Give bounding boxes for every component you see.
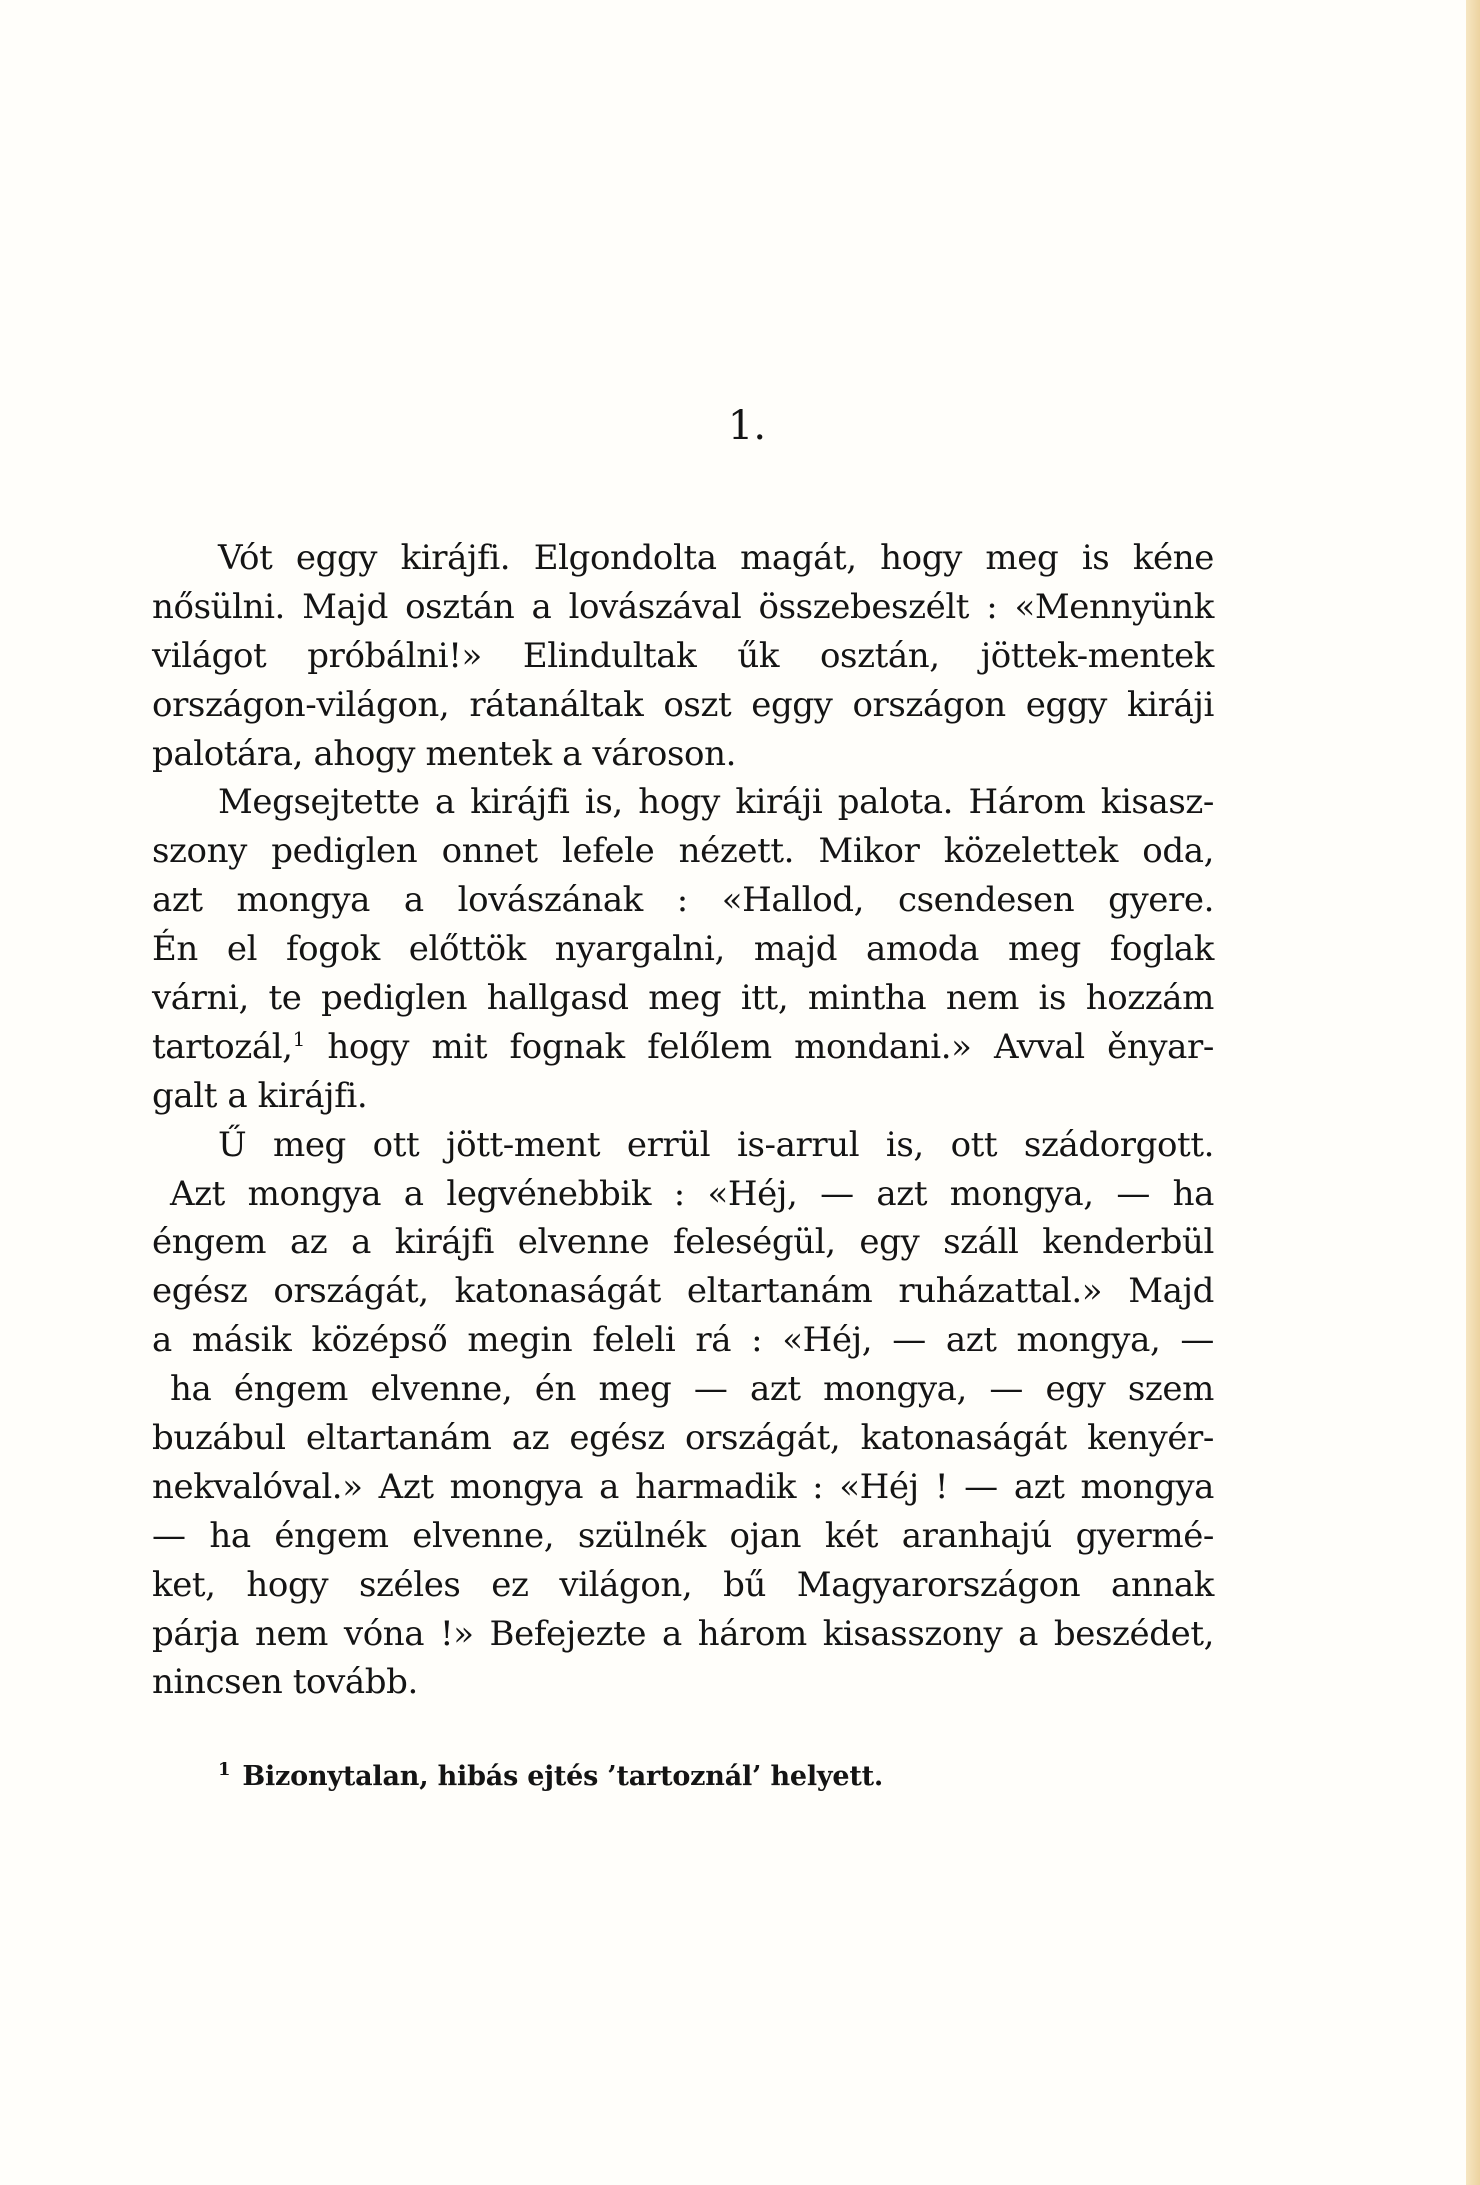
footnote (218, 1750, 883, 1797)
page-number: 1. (727, 403, 767, 449)
text-line: nekvalóval.» Azt mongya a harmadik : «Héj ! — azt mongya (152, 1466, 1214, 1507)
footnote-text: Bizonytalan, hibás ejtés ’tartoznál’ helyett. (242, 1761, 884, 1792)
body-text (152, 534, 1214, 1707)
text-line: éngem az a kirájfi elvenne feleségül, egy száll kenderbül (152, 1222, 1214, 1263)
text-line: Azt mongya a legvénebbik : «Héj, — azt mongya, — ha (170, 1173, 1214, 1214)
text-line: világot próbálni!» Elindultak űk osztán, jöttek-mentek (152, 635, 1214, 676)
text-line: Ű meg ott jött-ment errül is-arrul is, ott szádorgott. (218, 1124, 1214, 1165)
text-segment: hogy mit fognak felőlem mondani.» Avval ěnyar- (304, 1026, 1214, 1067)
text-line-with-footnote-ref (152, 1023, 1214, 1072)
text-line: Én el fogok előttök nyargalni, majd amoda meg foglak (152, 929, 1214, 970)
text-line: galt a kirájfi. (152, 1075, 368, 1116)
text-line: párja nem vóna !» Befejezte a három kisasszony a beszédet, (152, 1613, 1214, 1654)
text-line: várni, te pediglen hallgasd meg itt, mintha nem is hozzám (152, 978, 1214, 1019)
text-line: nősülni. Majd osztán a lovászával összebeszélt : «Mennyünk (152, 586, 1214, 627)
text-line: a másik középső megin feleli rá : «Héj, — azt mongya, — (152, 1320, 1214, 1361)
text-line: — ha éngem elvenne, szülnék ojan két aranhajú gyermé- (152, 1515, 1214, 1556)
footnote-marker: 1 (218, 1759, 231, 1780)
text-line: buzábul eltartanám az egész országát, katonaságát kenyér- (152, 1418, 1214, 1459)
text-line: nincsen tovább. (152, 1662, 418, 1703)
footnote-reference[interactable]: 1 (292, 1026, 305, 1051)
text-line: szony pediglen onnet lefele nézett. Mikor közelettek oda, (152, 831, 1214, 872)
text-segment: tartozál, (152, 1026, 293, 1067)
text-line: ha éngem elvenne, én meg — azt mongya, — egy szem (170, 1369, 1214, 1410)
text-line: azt mongya a lovászának : «Hallod, csendesen gyere. (152, 880, 1214, 921)
text-line: Vót eggy kirájfi. Elgondolta magát, hogy meg is kéne (218, 538, 1214, 578)
text-line: ket, hogy széles ez világon, bű Magyarországon annak (152, 1564, 1214, 1605)
text-line: Megsejtette a kirájfi is, hogy kiráji palota. Három kisasz- (218, 782, 1214, 823)
scan-page-edge (1466, 0, 1480, 2185)
text-line: egész országát, katonaságát eltartanám ruházattal.» Majd (152, 1271, 1214, 1312)
text-line: országon-világon, rátanáltak oszt eggy országon eggy kiráji (152, 684, 1214, 725)
text-line: palotára, ahogy mentek a városon. (152, 733, 737, 774)
